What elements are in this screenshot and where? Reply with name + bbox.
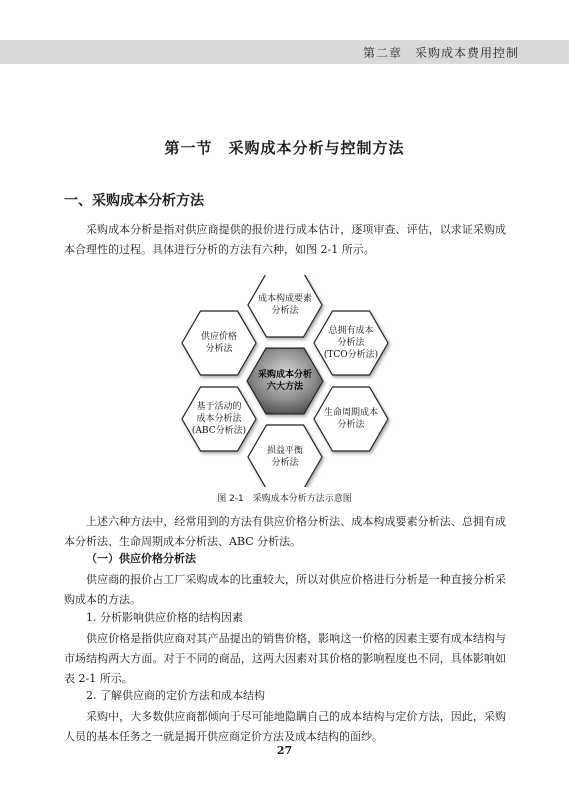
hexagon-label-line: 总拥有成本 <box>328 326 374 336</box>
paragraph-supply-price: 供应商的报价占工厂采购成本的比重较大，所以对供应价格进行分析是一种直接分析采购成本的方法。 <box>64 573 506 606</box>
hexagon-label-top <box>258 293 312 317</box>
heading-level-1: 一、采购成本分析方法 <box>64 193 204 209</box>
hexagon-label-line: 供应价格 <box>200 332 238 342</box>
paragraph-cost-structure: 采购中，大多数供应商都倾向于尽可能地隐瞒自己的成本结构与定价方法，因此，采购人员的基本任务之一就是揭开供应商定价方法及成本结构的面纱。 <box>64 710 506 743</box>
paragraph-methods-summary: 上述六种方法中，经常用到的方法有供应价格分析法、成本构成要素分析法、总拥有成本分析法、生命周期成本分析法、ABC 分析法。 <box>64 515 506 548</box>
hexagon-label-center <box>258 369 312 393</box>
heading-level-3-structure: 1. 分析影响供应价格的结构因素 <box>86 611 243 624</box>
running-head: 第二章 采购成本费用控制 <box>362 46 519 60</box>
hexagon-label-line: 分析法 <box>271 458 299 468</box>
heading-level-3-pricing: 2. 了解供应商的定价方法和成本结构 <box>86 689 265 702</box>
hexagon-label-line: 成本分析法 <box>196 414 242 424</box>
hexagon-label-line: 分析法 <box>337 338 365 348</box>
hexagon-label-line: (TCO分析法) <box>323 350 379 360</box>
hexagon-label-upper-right <box>324 325 378 361</box>
figure-hexagon-diagram <box>160 275 410 487</box>
hexagon-label-lower-right <box>324 407 378 431</box>
hexagon-label-line: 分析法 <box>337 420 365 430</box>
hexagon-label-lower-left <box>192 401 246 437</box>
hexagon-label-line: 成本构成要素 <box>257 294 313 304</box>
hexagon-label-upper-left <box>201 331 237 355</box>
paragraph-intro: 采购成本分析是指对供应商提供的报价进行成本估计，逐项审查、评估，以求证采购成本合理性的过程。具体进行分析的方法有六种，如图 2-1 所示。 <box>64 223 506 256</box>
hexagon-label-line: 六大方法 <box>266 382 304 392</box>
heading-level-2: （一）供应价格分析法 <box>86 552 196 565</box>
hexagon-label-line: 分析法 <box>271 306 299 316</box>
hexagon-label-line: 损益平衡 <box>266 446 304 456</box>
page-number: 27 <box>276 744 293 757</box>
hexagon-label-line: 分析法 <box>205 344 233 354</box>
hexagon-label-bottom <box>267 445 303 469</box>
hexagon-label-line: 采购成本分析 <box>257 370 313 380</box>
figure-caption: 图 2-1 采购成本分析方法示意图 <box>217 494 352 504</box>
running-header-bar <box>0 40 569 64</box>
paragraph-price-factors: 供应价格是指供应商对其产品提出的销售价格，影响这一价格的因素主要有成本结构与市场结构两大方面。对于不同的商品，这两大因素对其价格的影响程度也不同，具体影响如表 2-1 所示。 <box>64 632 506 685</box>
section-title: 第一节 采购成本分析与控制方法 <box>164 139 405 157</box>
hexagon-label-line: (ABC分析法) <box>191 426 247 436</box>
hexagon-label-line: 生命周期成本 <box>323 408 379 418</box>
hexagon-label-line: 基于活动的 <box>196 402 242 412</box>
